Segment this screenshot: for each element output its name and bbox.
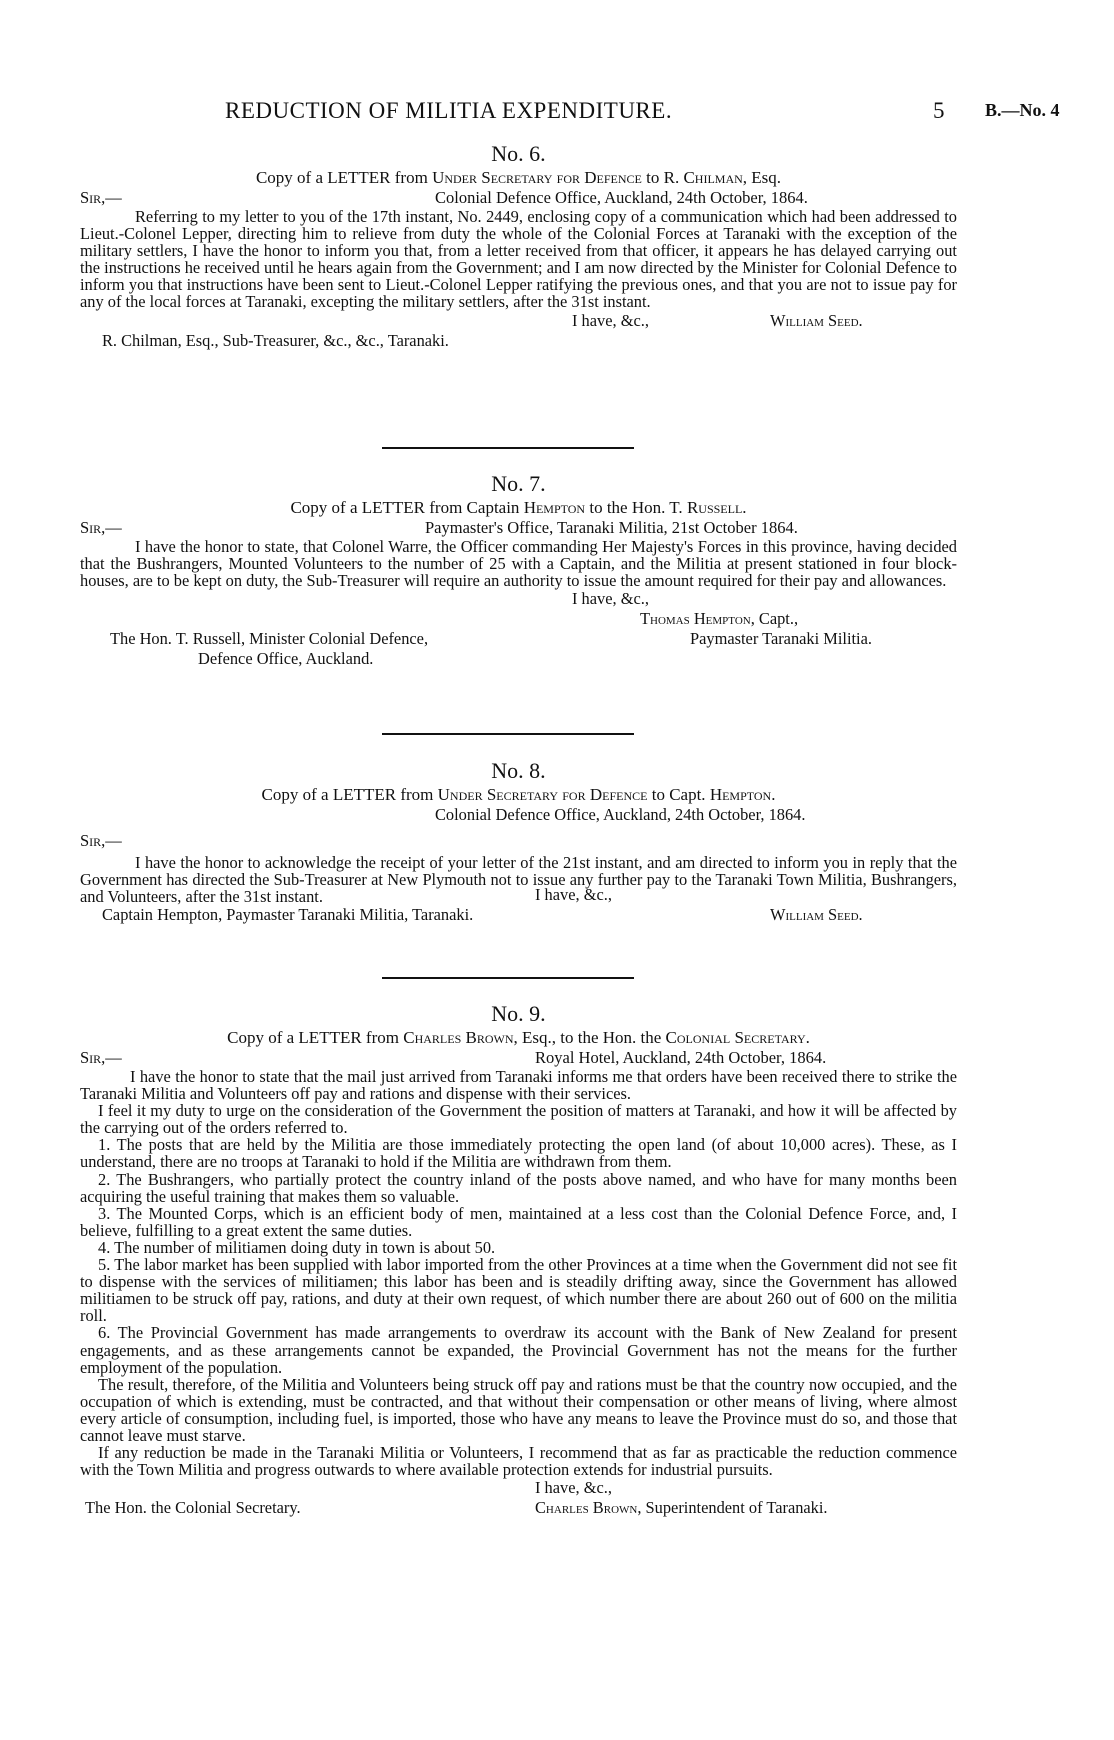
section-divider [382, 733, 634, 735]
paragraph: 2. The Bushrangers, who partially protect the country inland of the posts above named, and who have for many months been acquiring the useful training that makes them so valuable. [80, 1169, 957, 1206]
signature-title: Paymaster Taranaki Militia. [690, 629, 872, 649]
letter-no-7 [80, 470, 957, 669]
paragraph: I have the honor to state that the mail just arrived from Taranaki informs me that orders have been received there to strike the Taranaki Militia and Volunteers off pay and rations and dispense with their services. [80, 1067, 957, 1104]
closing: I have, &c., [535, 885, 612, 905]
addressee: Captain Hempton, Paymaster Taranaki Militia, Taranaki. [102, 905, 474, 925]
letter-body: I have the honor to state, that Colonel Warre, the Officer commanding Her Majesty's Forces in this province, having decided that the Bushrangers, Mounted Volunteers to the number of 25 with a Captain, and the Militia at present stationed in four block-houses, are to be kept on duty, the Sub-Treasurer will require an authority to issue the amount required for their pay and allowances. [80, 537, 957, 591]
signature: Charles Brown, Superintendent of Taranaki. [535, 1498, 828, 1518]
page-header [0, 98, 1114, 128]
place-date: Colonial Defence Office, Auckland, 24th October, 1864. [435, 805, 806, 824]
closing: I have, &c., [572, 310, 649, 330]
closing-line [80, 885, 957, 905]
paragraph: I feel it my duty to urge on the consideration of the Government the position of matters at Taranaki, and how it will be affected by the carrying out of the orders referred to. [80, 1101, 957, 1138]
signature-line [80, 609, 957, 629]
letter-caption: Copy of a LETTER from Charles Brown, Esq., to the Hon. the Colonial Secretary. [227, 1028, 810, 1047]
page-number: 5 [933, 98, 945, 123]
paragraph: 4. The number of militiamen doing duty in town is about 50. [98, 1237, 496, 1257]
salutation: Sir,— [80, 831, 122, 850]
running-title: REDUCTION OF MILITIA EXPENDITURE. [225, 98, 673, 123]
signature: William Seed. [770, 905, 863, 925]
addressee: R. Chilman, Esq., Sub-Treasurer, &c., &c., Taranaki. [102, 330, 449, 350]
addressee-line [80, 331, 957, 351]
paragraph: 3. The Mounted Corps, which is an efficient body of men, maintained at a less cost than the Colonial Defence Force, and, I believe, fulfilling to a great extent the same duties. [80, 1203, 957, 1240]
letter-number: No. 9. [491, 1001, 546, 1026]
addressee-line [80, 905, 957, 925]
letter-caption: Copy of a LETTER from Under Secretary for Defence to Capt. Hempton. [261, 785, 776, 804]
salutation-line [80, 518, 957, 538]
salutation: Sir,— [80, 1048, 122, 1067]
letter-caption: Copy of a LETTER from Under Secretary for Defence to R. Chilman, Esq. [255, 168, 782, 187]
closing-line [80, 1478, 957, 1498]
closing-line [80, 311, 957, 331]
place-date-line [80, 805, 957, 825]
paragraph: The result, therefore, of the Militia and Volunteers being struck off pay and rations must be that the country now occupied, and the occupation of which is extending, must be contracted, and that without their compensation or other means of living, where almost every article of consumption, including fuel, is imported, those who have any means to leave the Province must do so, and those that cannot leave must starve. [80, 1374, 957, 1445]
section-divider [382, 447, 634, 449]
document-serial: B.—No. 4 [985, 100, 1060, 120]
place-date: Colonial Defence Office, Auckland, 24th October, 1864. [435, 188, 808, 207]
salutation: Sir,— [80, 188, 122, 207]
place-date: Paymaster's Office, Taranaki Militia, 21st October 1864. [425, 518, 798, 537]
letter-body: Referring to my letter to you of the 17th instant, No. 2449, enclosing copy of a communication which had been addressed to Lieut.-Colonel Lepper, directing him to relieve from duty the whole of the Colonial Forces at Taranaki with the exception of the military settlers, I have the honor to inform you that, from a letter received from that officer, it appears he has delayed carrying out the instructions he received until he hears again from the Government; and I am now directed by the Minister for Colonial Defence to inform you that instructions have been sent to Lieut.-Colonel Lepper ratifying the previous ones, and that you are not to issue pay for any of the local forces at Taranaki, excepting the military settlers, after the 31st instant. [80, 207, 957, 312]
place-date: Royal Hotel, Auckland, 24th October, 1864. [535, 1048, 827, 1067]
closing: I have, &c., [535, 1478, 612, 1498]
addressee-office: Defence Office, Auckland. [198, 649, 374, 669]
addressee-line [80, 1498, 957, 1518]
letter-body: I have the honor to acknowledge the receipt of your letter of the 21st instant, and am directed to inform you in reply that the Government has directed the Sub-Treasurer at New Plymouth not to issue any further pay to the Taranaki Town Militia, Bushrangers, and Volunteers, after the 31st instant. [80, 853, 957, 907]
paragraph: 5. The labor market has been supplied with labor imported from the other Provinces at a time when the Government did not see fit to dispense with the services of militiamen; this labor has been and is steadily drifting away, since the Government has allowed militiamen to be struck off pay, rations, and duty at their own request, of which number there are about 260 out of 600 on the militia roll. [80, 1255, 957, 1326]
letter-number: No. 6. [491, 141, 546, 166]
letter-no-9 [80, 1000, 957, 1518]
letter-no-6 [80, 140, 957, 351]
addressee-line-2 [80, 649, 957, 669]
salutation-line [80, 188, 957, 208]
addressee: The Hon. the Colonial Secretary. [85, 1498, 301, 1518]
letter-number: No. 8. [491, 758, 546, 783]
addressee: The Hon. T. Russell, Minister Colonial Defence, [110, 629, 429, 649]
closing-line [80, 589, 957, 609]
salutation: Sir,— [80, 518, 122, 537]
section-divider [382, 977, 634, 979]
paragraph: If any reduction be made in the Taranaki Militia or Volunteers, I recommend that as far as practicable the reduction commence with the Town Militia and progress outwards to where available protection extends for industrial pursuits. [80, 1443, 957, 1480]
letter-caption: Copy of a LETTER from Captain Hempton to the Hon. T. Russell. [290, 498, 747, 517]
addressee-line [80, 629, 957, 649]
letter-no-8 [80, 757, 957, 925]
paragraph: 6. The Provincial Government has made arrangements to overdraw its account with the Bank of New Zealand for present engagements, and as these arrangements cannot be expanded, the Provincial Government has not the means for the further employment of the population. [80, 1323, 957, 1377]
signature: Thomas Hempton, Capt., [640, 609, 799, 629]
closing: I have, &c., [572, 589, 649, 609]
signature: William Seed. [770, 310, 863, 330]
salutation-line [80, 831, 957, 851]
paragraph: 1. The posts that are held by the Militia are those immediately protecting the open land (of about 10,000 acres). These, as I understand, there are no troops at Taranaki to hold if the Militia are withdrawn from them. [80, 1135, 957, 1172]
letter-number: No. 7. [491, 471, 546, 496]
salutation-line [80, 1048, 957, 1068]
